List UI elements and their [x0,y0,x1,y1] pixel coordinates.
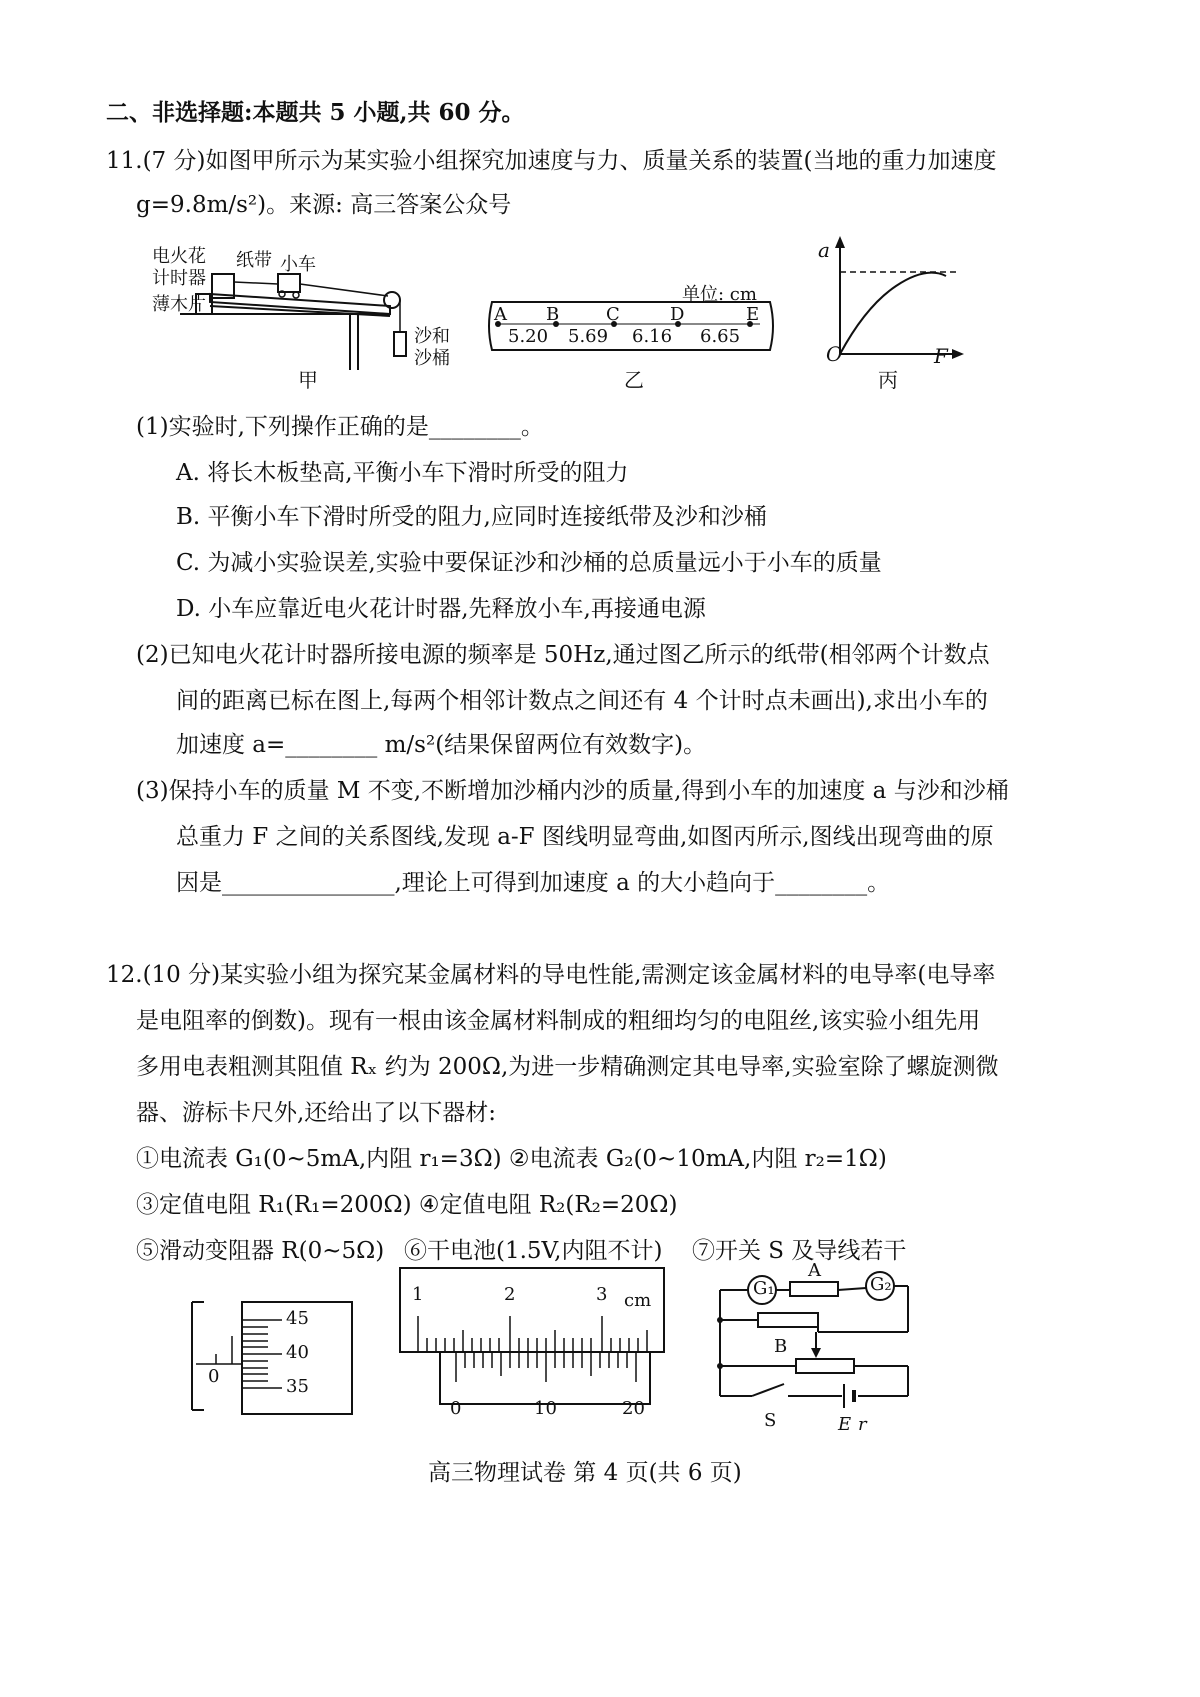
cart [278,274,300,292]
circuit-label-e: E [838,1414,852,1435]
q12-line3: 多用电表粗测其阻值 Rₓ 约为 200Ω,为进一步精确测定其电导率,实验室除了螺旋测微 [136,1054,999,1080]
vernier-scale-ticks [456,1352,636,1382]
q11-stem-line2: g=9.8m/s²)。来源: 高三答案公众号 [136,192,512,218]
main-scale-ticks [418,1316,647,1352]
q12-line4: 器、游标卡尺外,还给出了以下器材: [136,1100,497,1126]
tape-point-c: C [606,304,620,325]
switch-s [752,1384,784,1396]
tape-dist-ab: 5.20 [508,326,549,347]
tape-dist-bc: 5.69 [568,326,609,347]
section-header: 二、非选择题:本题共 5 小题,共 60 分。 [106,99,525,126]
tape-point-d: D [670,304,685,325]
q11-part1: (1)实验时,下列操作正确的是________。 [136,414,544,440]
micrometer-zero: 0 [208,1366,220,1387]
caliper-main-3: 3 [596,1284,608,1305]
q11-option-d: D. 小车应靠近电火花计时器,先释放小车,再接通电源 [176,596,706,622]
caption-jia: 甲 [298,368,318,392]
micrometer-mark-35: 35 [286,1376,309,1397]
caliper-unit: cm [624,1290,652,1311]
tape-dist-cd: 6.16 [632,326,673,347]
circuit-label-b: B [774,1336,788,1357]
q12-item6: ⑥干电池(1.5V,内阻不计) [404,1238,663,1264]
tape-point-a: A [494,304,507,325]
resistor-b [758,1313,818,1327]
label-wood: 薄木片 [152,294,206,315]
page-footer: 高三物理试卷 第 4 页(共 6 页) [428,1460,742,1486]
q11-option-b: B. 平衡小车下滑时所受的阻力,应同时连接纸带及沙和沙桶 [176,504,767,530]
micrometer-mark-45: 45 [286,1308,309,1329]
q12-item7: ⑦开关 S 及导线若干 [692,1238,907,1264]
caliper-vernier-20: 20 [622,1398,645,1419]
q11-stem-line1: 11.(7 分)如图甲所示为某实验小组探究加速度与力、质量关系的装置(当地的重力加速度 [106,148,997,174]
q12-items-row2: ③定值电阻 R₁(R₁=200Ω) ④定值电阻 R₂(R₂=20Ω) [136,1192,678,1218]
circuit-label-r: r [858,1414,867,1435]
tape-point-e: E [746,304,760,325]
label-sand-1: 沙和 [414,326,450,347]
circuit-label-a: A [808,1260,821,1281]
q11-option-a: A. 将长木板垫高,平衡小车下滑时所受的阻力 [176,460,629,486]
caption-bing: 丙 [878,368,898,392]
q11-option-c: C. 为减小实验误差,实验中要保证沙和沙桶的总质量远小于小车的质量 [176,550,882,576]
tape-unit: 单位: cm [682,284,757,305]
circuit-label-g1: G₁ [753,1278,775,1299]
caliper-vernier-0: 0 [450,1398,462,1419]
sand-bucket [394,332,406,356]
label-sand-2: 沙桶 [414,348,450,369]
label-cart: 小车 [280,254,316,275]
label-timer-1: 电火花 [152,246,206,267]
resistor-a [790,1282,838,1296]
q11-part3-line2: 总重力 F 之间的关系图线,发现 a-F 图线明显弯曲,如图丙所示,图线出现弯曲的原 [176,824,994,850]
curve [840,273,946,354]
q12-line1: 12.(10 分)某实验小组为探究某金属材料的导电性能,需测定该金属材料的电导率(电导率 [106,962,996,988]
micrometer-figure [186,1298,356,1418]
q11-part3-line3: 因是_______________,理论上可得到加速度 a 的大小趋向于________。 [176,870,891,896]
q11-part2-line2: 间的距离已标在图上,每两个相邻计数点之间还有 4 个计时点未画出),求出小车的 [176,688,988,714]
caption-yi: 乙 [624,368,644,392]
q11-part2-line3: 加速度 a=________ m/s²(结果保留两位有效数字)。 [176,732,707,758]
q12-line2: 是电阻率的倒数)。现有一根由该金属材料制成的粗细均匀的电阻丝,该实验小组先用 [136,1008,981,1034]
label-tape: 纸带 [236,250,272,271]
micrometer-mark-40: 40 [286,1342,309,1363]
thimble-ticks [242,1320,282,1388]
tape-point-b: B [546,304,560,325]
q12-items-row1: ①电流表 G₁(0~5mA,内阻 r₁=3Ω) ②电流表 G₂(0~10mA,内阻 r₂=1Ω) [136,1146,887,1172]
circuit-label-s: S [764,1410,777,1431]
pulley [384,292,400,308]
circuit-label-g2: G₂ [870,1274,892,1295]
rheostat [796,1359,854,1373]
label-timer-2: 计时器 [152,268,206,289]
tape-dist-de: 6.65 [700,326,741,347]
caliper-main-1: 1 [412,1284,424,1305]
caliper-main-2: 2 [504,1284,516,1305]
graph-axis-a: a [818,238,830,262]
q11-part2-line1: (2)已知电火花计时器所接电源的频率是 50Hz,通过图乙所示的纸带(相邻两个计数点 [136,642,990,668]
graph-origin: O [826,342,843,366]
q12-item5: ⑤滑动变阻器 R(0~5Ω) [136,1238,385,1264]
graph-axis-f: F [934,344,948,368]
q11-part3-line1: (3)保持小车的质量 M 不变,不断增加沙桶内沙的质量,得到小车的加速度 a 与沙和沙桶 [136,778,1009,804]
caliper-vernier-10: 10 [534,1398,557,1419]
